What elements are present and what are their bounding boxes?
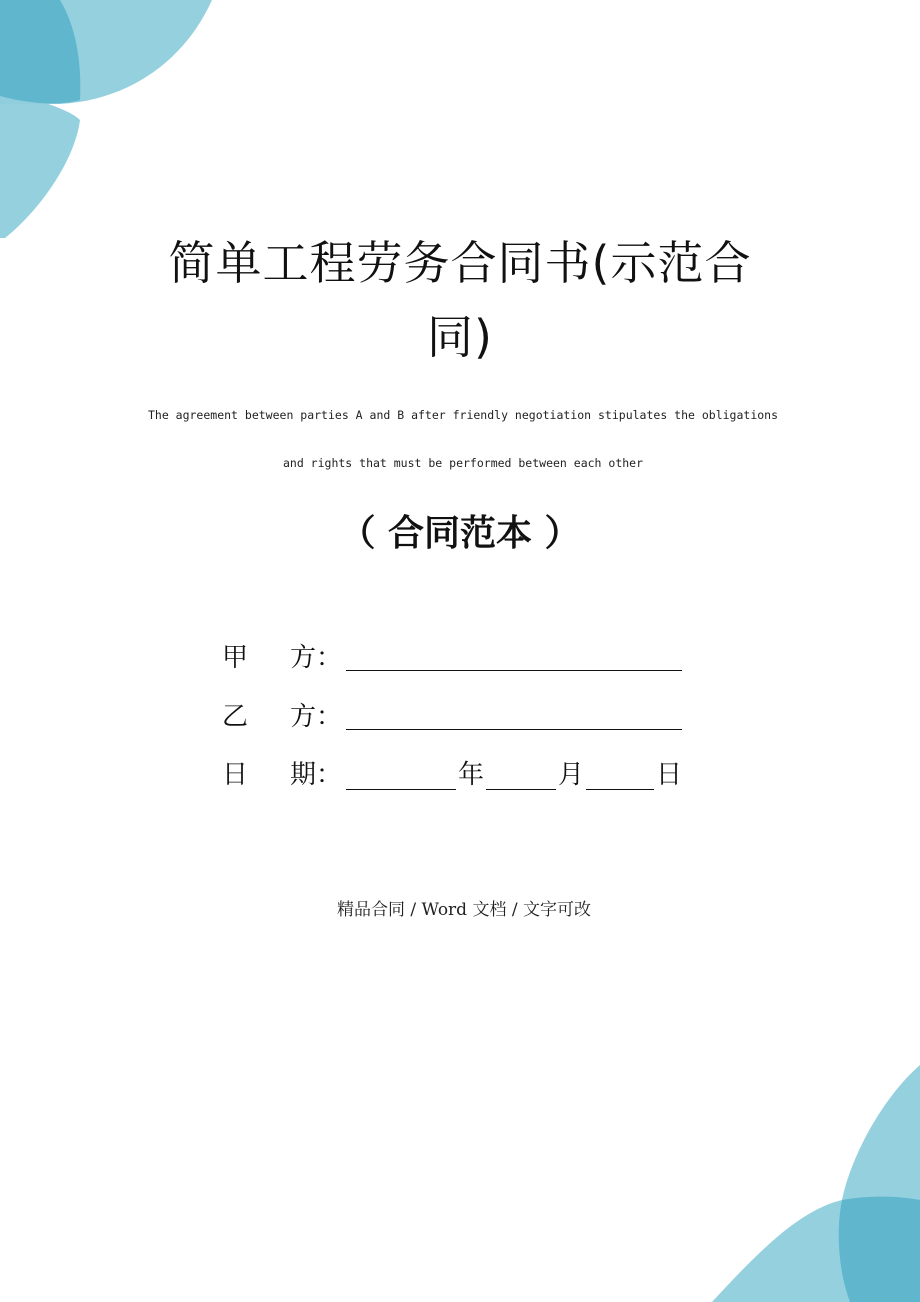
contract-sample-heading: （ 合同范本 ） [339,513,581,554]
party-a-suffix: 方： [290,643,343,673]
decor-circles-bottom-right [712,1065,920,1302]
party-b-input-line[interactable] [346,729,682,730]
date-month-label: 月 [558,760,585,790]
date-suffix: 期： [290,760,343,790]
date-day-label: 日 [656,760,683,790]
party-b-label: 乙 [222,702,249,732]
subtitle-line-2: and rights that must be performed between each other [282,456,644,470]
date-day-input-line[interactable] [586,789,654,790]
document-title-line-1: 简单工程劳务合同书(示范合 [168,236,752,290]
party-b-suffix: 方： [290,702,343,732]
date-year-input-line[interactable] [346,789,456,790]
party-a-input-line[interactable] [346,670,682,671]
date-year-label: 年 [458,760,485,790]
document-title-line-2: 同) [427,310,493,364]
date-label: 日 [222,760,249,790]
decor-circles-top-left [0,0,212,238]
footer-note: 精品合同 / Word 文档 / 文字可改 [336,900,592,920]
date-month-input-line[interactable] [486,789,556,790]
subtitle-line-1: The agreement between parties A and B after friendly negotiation stipulates the obligations [147,408,779,422]
party-a-label: 甲 [222,643,249,673]
